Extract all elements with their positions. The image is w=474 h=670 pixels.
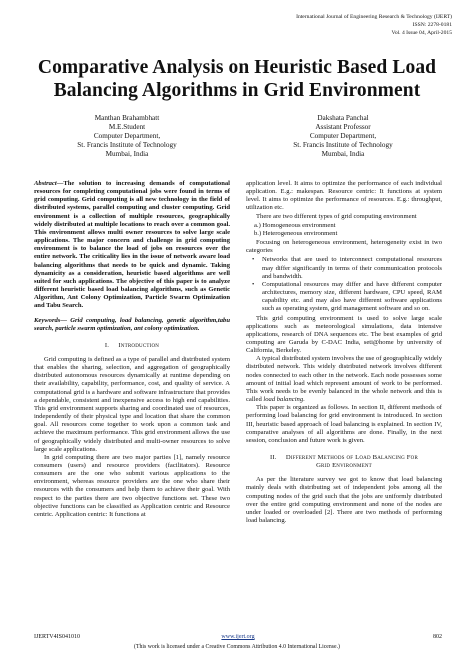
paper-title: Comparative Analysis on Heuristic Based Load Balancing Algorithms in Grid Environment — [37, 57, 437, 101]
list-item: • Computational resources may differ and have different computer architectures, memory size, different hardware, CPU speed, RAM capability etc. and may also have different software applications such as operating system, grid management software and so on. — [252, 280, 442, 313]
author-inst: St. Francis Institute of Technology — [77, 141, 177, 149]
right-paragraph-4: A typical distributed system involves the use of geographically widely distributed network. This widely distributed network involves different nodes connected to each other in the network. Each node possesses some amount of initial load which represent amount of work to be performed. This work needs to be evenly balanced in the whole network and this is called load balancing. — [246, 355, 442, 404]
section-heading-1 — [34, 342, 230, 350]
section-number: II. — [270, 454, 277, 461]
journal-volume: Vol. 4 Issue 04, April-2015 — [391, 30, 452, 36]
author-dept: Computer Department, — [93, 132, 161, 140]
author-block-1 — [42, 114, 212, 159]
section-heading-2 — [246, 454, 442, 470]
abstract-label: Abstract — [34, 180, 57, 187]
abstract — [34, 180, 230, 311]
author-city: Mumbai, India — [321, 150, 365, 158]
paper-id: IJERTV4IS041010 — [34, 634, 80, 640]
author-city: Mumbai, India — [105, 150, 149, 158]
author-name: Dakshata Panchal — [317, 114, 369, 122]
section-title-line-2: Grid Environment — [316, 462, 372, 470]
section-number: I. — [104, 341, 110, 349]
journal-issn: ISSN: 2278-0181 — [412, 22, 452, 28]
abstract-text: —The solution to increasing demands of computational resources for completing computational jobs were found in terms of grid computing. Grid computing is all new technology in the field of distributed systems, parallel computing and cluster computing. Grid environment is a collection of multiple resources, geographically widely distributed at multiple locations to reach over a common goal. This environment allows multi owner resources to solve large scale applications. The major concern and challenge in grid computing environment is to balance the load of jobs on resources over the entire network. The criticality lies in the issue of network aware load balancing algorithms that needs to be quick and dynamic. Taking dynamicity as a consideration, heuristic based algorithms are well suited for such applications. The objective of this paper is to analyze different heuristic based load balancing algorithms, such as Genetic Algorithm, Ant Colony Optimization, Particle Swarm Optimization and Tabu Search. — [34, 180, 230, 310]
keywords-label: Keywords— — [34, 316, 67, 324]
bullet-icon: • — [252, 256, 255, 264]
heterogeneity-list — [246, 256, 442, 313]
left-column — [34, 180, 230, 519]
bullet-icon: • — [252, 280, 255, 288]
author-role: Assistant Professor — [315, 123, 371, 131]
author-dept: Computer Department, — [309, 132, 377, 140]
author-name: Manthan Brahambhatt — [94, 114, 160, 122]
author-role: M.E.Student — [108, 123, 146, 131]
right-paragraph-1b: There are two different types of grid computing environment — [256, 212, 417, 220]
journal-name: International Journal of Engineering Research & Technology (IJERT) — [296, 14, 452, 20]
right-paragraph-5: This paper is organized as follows. In section II, different methods of performing load balancing for grid environment is introduced. In section III, heuristic based approach of load balancing is explained. In section IV, comparative analyses of all algorithms are done. Finally, in the next session, conclusion and future work is given. — [246, 404, 442, 444]
keywords-text: Grid computing, load balancing, genetic algorithm,tabu search, particle swarm optimization, ant colony optimization. — [34, 316, 230, 332]
author-inst: St. Francis Institute of Technology — [293, 141, 393, 149]
right-paragraph-2: Focusing on heterogeneous environment, heterogeneity exist in two categories — [246, 239, 442, 255]
author-block-2 — [258, 114, 428, 159]
license-note: (This work is licensed under a Creative Commons Attribution 4.0 International License.) — [134, 644, 340, 650]
section-title: Introduction — [118, 341, 160, 349]
right-paragraph-6: As per the literature survey we got to know that load balancing mainly deals with distributing set of independent jobs among all the computing nodes of the grid such that the jobs are uniformly distributed over the entire grid computing environment and none of the nodes are under loaded or overloaded [2]. There are two methods of performing load balancing. — [246, 476, 442, 525]
emphasis-load-balancing: load balancing — [263, 396, 304, 404]
intro-paragraph-1: Grid computing is defined as a type of parallel and distributed system that enables the sharing, selection, and aggregation of geographically distributed autonomous resources dynamically at runtime depending on their availability, capability, performance, cost, and quality of service. A computational grid is a hardware and software infrastructure that provides a dependable, consistent and inexpensive access to high end capabilities. This grid environment supports sharing and coordinated use of resources, independently of their physical type and location that share the common goal. All resources come together to work upon a common task and achieve the maximum performance. This grid environment allows the use of geographically widely distributed and multi-owner resources to solve large scale applications. — [34, 355, 230, 453]
site-link[interactable]: www.ijert.org — [221, 634, 255, 640]
env-type-item: a.) Homogeneous environment — [254, 221, 336, 229]
section-title-line-1: Different Methods of Load Balancing For — [285, 454, 418, 461]
right-column — [246, 180, 442, 525]
right-paragraph-3: This grid computing environment is used to solve large scale applications such as meteorological simulations, data intensive applications, research of DNA sequences etc. The best examples of grid computing are Garuda by C-DAC India, seti@home by university of California, Berkeley. — [246, 314, 442, 355]
list-item: • Networks that are used to interconnect computational resources may differ significantly in terms of their communication protocols and bandwidth. — [252, 256, 442, 280]
right-paragraph-1: application level. It aims to optimize the performance of each individual application. E.g.: makespan. Resource centric: It functions at system level. It aims to optimize the performance of resources. E.g.: throughput, utilization etc. — [246, 180, 442, 212]
env-type-list — [246, 222, 442, 238]
journal-header — [296, 13, 452, 37]
intro-paragraph-2: In grid computing there are two major parties [1], namely resource consumers (users) and resource providers (facilitators). Resource consumers are the one who submit various applications to the environment, whereas resource providers are the one who share their resources with the consumers and help them to achieve their goal. With respect to the parties there are two objective functions set. These two objective functions can be classified as Application centric and Resource centric. Application centric: It functions at — [34, 453, 230, 518]
keywords — [34, 317, 230, 333]
page-number: 802 — [433, 634, 442, 640]
env-type-item: b.) Heterogeneous environment — [254, 229, 338, 237]
